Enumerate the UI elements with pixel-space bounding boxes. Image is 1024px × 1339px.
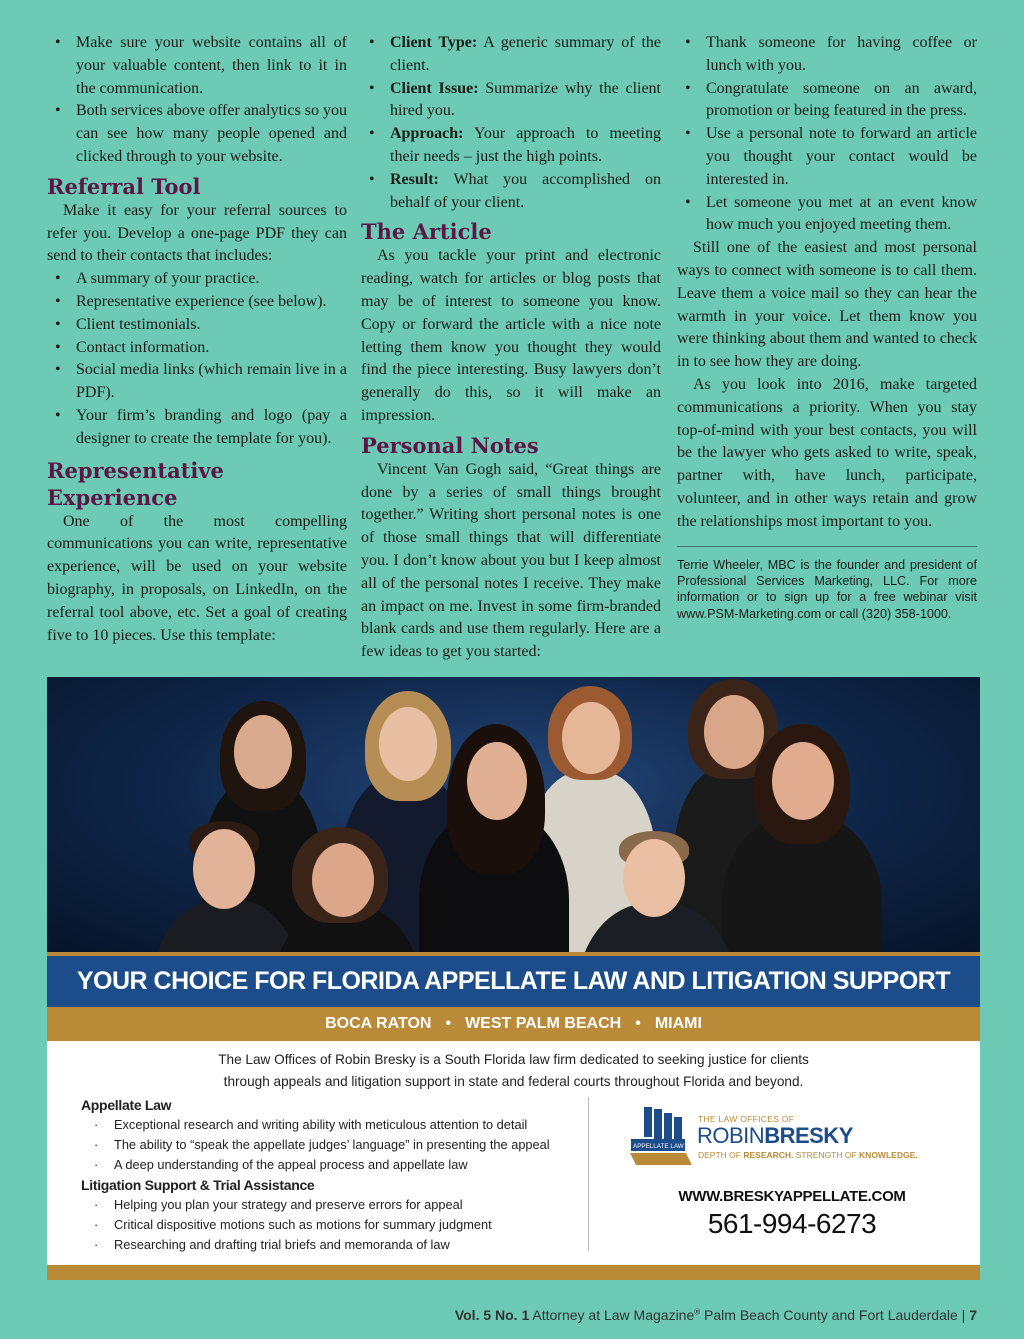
divider: [588, 1097, 589, 1251]
list-item: • Your firm’s branding and logo (pay a designer to create the template for you).: [47, 405, 347, 451]
logo-last-name: BRESKY: [764, 1123, 853, 1148]
footer-region: Palm Beach County and Fort Lauderdale: [700, 1307, 958, 1323]
logo-first-name: ROBIN: [697, 1123, 765, 1148]
list-item: • Use a personal note to forward an article you thought your contact would be interested in.: [677, 123, 977, 191]
footer-registered: ®: [694, 1307, 701, 1317]
item-text: Your approach to meeting their needs – just the high points.: [390, 125, 661, 165]
author-bio-text: Terrie Wheeler, MBC is the founder and president of Professional Services Marketing, LLC. For more information or to sign up for a free webinar visit www.PSM-Marketing.com or call (320) 358-1000.: [677, 557, 977, 621]
ad-headline: YOUR CHOICE FOR FLORIDA APPELLATE LAW AND LITIGATION SUPPORT: [76, 967, 951, 995]
item-label: Result:: [390, 170, 439, 188]
list-item: • Representative experience (see below).: [47, 291, 347, 314]
services-heading-litigation: Litigation Support & Trial Assistance: [81, 1177, 315, 1193]
bullet-list: [47, 32, 347, 169]
section-heading-referral-tool: Referral Tool: [47, 173, 201, 199]
list-item: [361, 78, 661, 124]
ad-intro: [147, 1049, 880, 1092]
tagline-bold: RESEARCH.: [743, 1150, 794, 1160]
section-heading-personal-notes: Personal Notes: [361, 432, 539, 458]
section-heading-the-article: The Article: [361, 219, 492, 245]
author-bio: [677, 546, 977, 623]
ad-bottom-bar: [47, 1265, 980, 1280]
bullet-list: [47, 268, 347, 450]
article-column-2: [361, 32, 661, 664]
list-item: • Contact information.: [47, 337, 347, 360]
tagline-text: STRENGTH OF: [793, 1150, 860, 1160]
list-item: · A deep understanding of the appeal process and appellate law: [81, 1155, 601, 1175]
paragraph: As you tackle your print and electronic reading, watch for articles or blog posts that may be of interest to someone you know. Copy or forward the article with a nice note letting them know you thought they would find the piece interesting. Busy lawyers don’t generally do this, so it will make an impression.: [361, 247, 661, 424]
footer-separator: |: [961, 1307, 966, 1323]
logo-tagline: [698, 1150, 918, 1160]
list-item: · Researching and drafting trial briefs and memoranda of law: [81, 1235, 601, 1255]
list-item: • A summary of your practice.: [47, 268, 347, 291]
list-item: [361, 169, 661, 215]
ad-phone: 561-994-6273: [707, 1208, 877, 1239]
list-item: • Make sure your website contains all of your valuable content, then link to it in the communication.: [47, 32, 347, 100]
logo-line: THE LAW OFFICES OF: [698, 1114, 795, 1124]
city-label: MIAMI: [654, 1015, 702, 1032]
advertisement: [47, 677, 980, 1280]
list-item: • Let someone you met at an event know how much you enjoyed meeting them.: [677, 192, 977, 238]
article-column-1: [47, 32, 347, 647]
tagline-bold: KNOWLEDGE.: [859, 1150, 918, 1160]
ad-services: [81, 1095, 601, 1255]
list-item: [361, 32, 661, 78]
list-item: • Thank someone for having coffee or lunch with you.: [677, 32, 977, 78]
logo-firm-name: [697, 1123, 853, 1149]
separator-dot: •: [445, 1015, 452, 1032]
page-number: 7: [969, 1307, 977, 1323]
page-footer: [455, 1307, 977, 1323]
paragraph: As you look into 2016, make targeted communications a priority. When you stay top-of-mind with your best contacts, you will be the lawyer who gets asked to write, speak, partner with, have lunch, participate, volunteer, and in other ways retain and grow the relationships most important to you.: [677, 375, 977, 530]
bullet-list: [677, 32, 977, 237]
firm-logo: [630, 1107, 950, 1167]
template-list: [361, 32, 661, 214]
list-item: · The ability to “speak the appellate judges’ language” in presenting the appeal: [81, 1135, 601, 1155]
city-label: WEST PALM BEACH: [465, 1015, 622, 1032]
ad-intro-line: The Law Offices of Robin Bresky is a South Florida law firm dedicated to seeking justice for clients: [218, 1052, 809, 1067]
list-item: • Social media links (which remain live in a PDF).: [47, 359, 347, 405]
footer-volume: Vol. 5 No. 1: [454, 1307, 530, 1323]
item-label: Approach:: [390, 125, 464, 143]
services-list: [81, 1115, 601, 1175]
list-item: • Congratulate someone on an award, promotion or being featured in the press.: [677, 78, 977, 124]
services-list: [81, 1195, 601, 1255]
tagline-text: DEPTH OF: [698, 1150, 744, 1160]
footer-magazine: Attorney at Law Magazine: [532, 1307, 695, 1323]
services-heading-appellate: Appellate Law: [81, 1097, 172, 1113]
paragraph: Still one of the easiest and most personal ways to connect with someone is to call them. Leave them a voice mail so they can hear the warmth in your voice. Let them know you were thinking about them and wanted to check in to see how they are doing.: [677, 239, 977, 371]
city-label: BOCA RATON: [325, 1015, 432, 1032]
list-item: · Helping you plan your strategy and preserve errors for appeal: [81, 1195, 601, 1215]
list-item: [361, 123, 661, 169]
ad-cities-bar: [47, 1007, 980, 1041]
logo-mark-text: APPELLATE LAW: [633, 1143, 684, 1150]
ad-banner: [47, 952, 980, 1007]
section-heading-representative-experience: Representative Experience: [47, 457, 224, 510]
item-label: Client Issue:: [390, 79, 479, 97]
team-photo: [47, 677, 980, 952]
item-text: What you accomplished on behalf of your client.: [390, 170, 661, 211]
books-logo-icon: [630, 1107, 692, 1165]
paragraph: Vincent Van Gogh said, “Great things are done by a series of small things brought together.” Writing short personal notes is one of those small things that will differentiate you. I don’t know about you but I keep almost all of the personal notes I receive. They make an impact on me. Invest in some firm-branded blank cards and use them regularly. Here are a few ideas to get you started:: [361, 460, 661, 661]
list-item: • Both services above offer analytics so you can see how many people opened and clicked through to your website.: [47, 100, 347, 168]
list-item: • Client testimonials.: [47, 314, 347, 337]
separator-dot: •: [635, 1015, 641, 1032]
list-item: · Exceptional research and writing ability with meticulous attention to detail: [81, 1115, 601, 1135]
ad-website: WWW.BRESKYAPPELLATE.COM: [678, 1188, 906, 1205]
ad-intro-line: through appeals and litigation support in state and federal courts throughout Florida and beyond.: [223, 1073, 804, 1089]
item-text: A generic summary of the client.: [390, 34, 661, 74]
list-item: · Critical dispositive motions such as motions for summary judgment: [81, 1215, 601, 1235]
article-column-3: [677, 32, 977, 622]
paragraph: One of the most compelling communications you can write, representative experience, will be used on your website biography, in proposals, on LinkedIn, on the referral tool above, etc. Set a goal of creating five to 10 pieces. Use this template:: [47, 512, 347, 644]
paragraph: Make it easy for your referral sources to refer you. Develop a one-page PDF they can send to their contacts that includes:: [47, 201, 347, 265]
item-label: Client Type:: [390, 34, 478, 51]
item-text: Summarize why the client hired you.: [390, 79, 662, 120]
